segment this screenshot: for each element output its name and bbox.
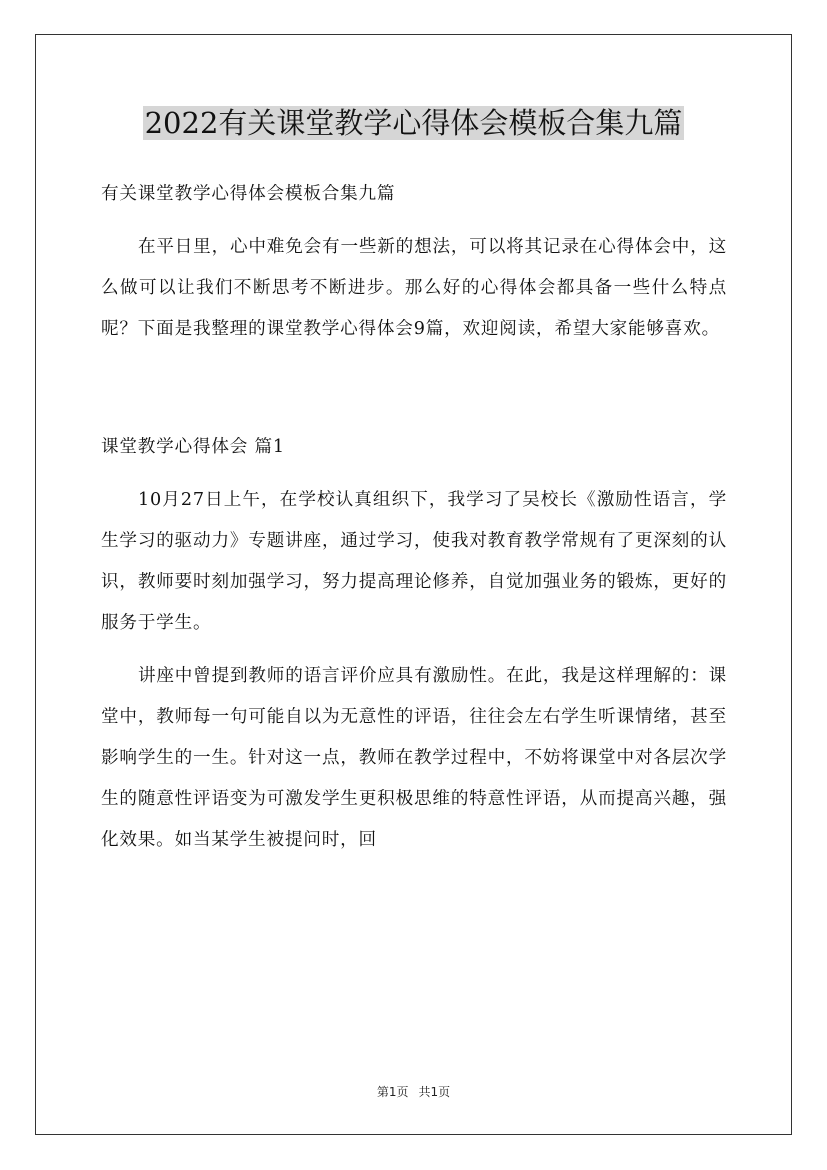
body-paragraph: 讲座中曾提到教师的语言评价应具有激励性。在此，我是这样理解的：课堂中，教师每一句可能自以为无意性的评语，往往会左右学生听课情绪，甚至影响学生的一生。针对这一点，教师在教学过程中，不妨将课堂中对各层次学生的随意性评语变为可激发学生更积极思维的特意性评语，从而提高兴趣，强化效果。如当某学生被提问时，回 xyxy=(101,666,727,850)
page-footer xyxy=(0,1084,827,1100)
page-total: 共1页 xyxy=(418,1085,451,1099)
document-body xyxy=(101,174,727,873)
document-subtitle: 有关课堂教学心得体会模板合集九篇 xyxy=(101,184,396,204)
document-title xyxy=(0,100,827,146)
section-heading: 课堂教学心得体会 篇1 xyxy=(101,437,285,457)
intro-paragraph: 在平日里，心中难免会有一些新的想法，可以将其记录在心得体会中，这么做可以让我们不断思考不断进步。那么好的心得体会都具备一些什么特点呢？下面是我整理的课堂教学心得体会9篇，欢迎阅读，希望大家能够喜欢。 xyxy=(101,237,727,339)
page-number: 第1页 xyxy=(376,1085,409,1099)
body-paragraph: 10月27日上午，在学校认真组织下，我学习了吴校长《激励性语言，学生学习的驱动力》专题讲座，通过学习，使我对教育教学常规有了更深刻的认识，教师要时刻加强学习，努力提高理论修养，自觉加强业务的锻炼，更好的服务于学生。 xyxy=(101,490,727,633)
document-title-text: 2022有关课堂教学心得体会模板合集九篇 xyxy=(144,106,683,140)
